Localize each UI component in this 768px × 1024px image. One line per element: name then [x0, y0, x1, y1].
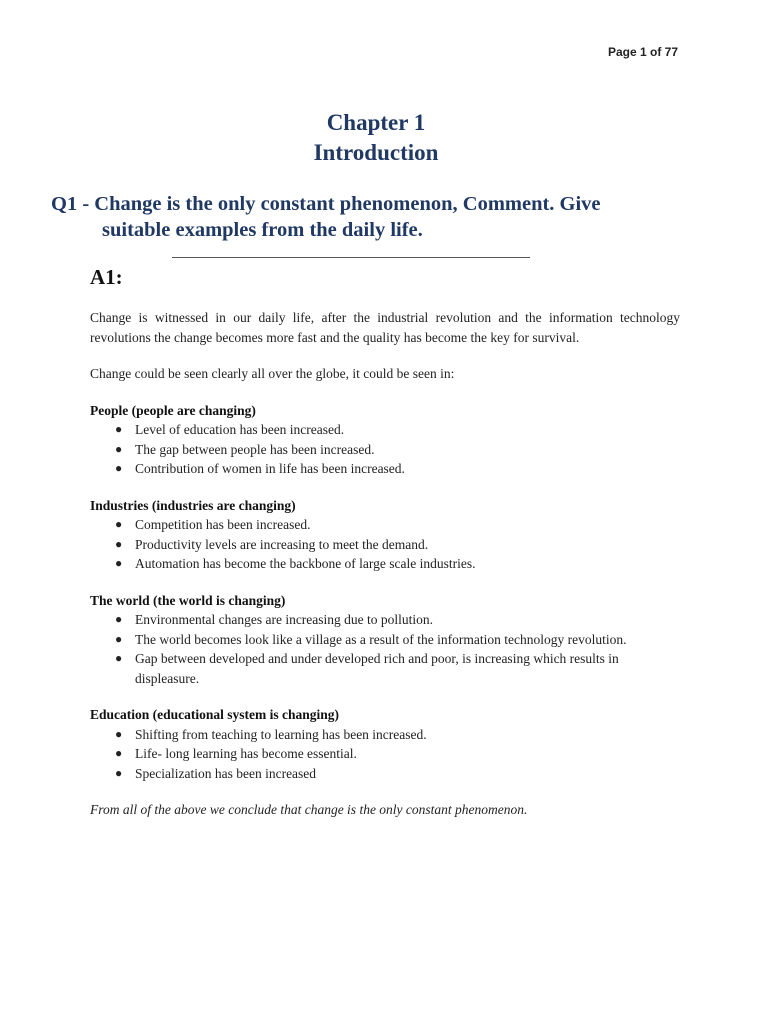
conclusion-paragraph: From all of the above we conclude that change is the only constant phenomenon.: [90, 802, 528, 817]
page-number: Page 1 of 77: [607, 45, 678, 59]
bullet-icon: ●: [115, 765, 123, 780]
bullet-icon: ●: [115, 517, 123, 531]
bullet-icon: ●: [115, 536, 123, 551]
list-item: ● Level of education has been increased.: [90, 420, 680, 440]
section-title-world: The world (the world is changing): [90, 592, 286, 608]
list-item: ● Life- long learning has become essential.: [90, 744, 680, 764]
lead-paragraph: Change could be seen clearly all over the globe, it could be seen in:: [90, 366, 455, 381]
bullet-icon: ●: [115, 441, 123, 456]
list-item: ● Environmental changes are increasing due to pollution.: [90, 610, 680, 630]
bullet-icon: ●: [115, 746, 123, 760]
bullet-list-education: [90, 725, 680, 784]
bullet-icon: ●: [115, 612, 123, 626]
list-item: ● Gap between developed and under developed rich and poor, is increasing which results in displeasure.: [115, 651, 619, 686]
bullet-icon: ●: [115, 651, 123, 665]
chapter-heading: [0, 108, 752, 168]
bullet-list-people: [90, 420, 680, 479]
chapter-title: Introduction: [313, 140, 439, 165]
answer-label: A1:: [90, 265, 123, 289]
list-item: ● The gap between people has been increased.: [90, 440, 680, 460]
answer-body: [90, 308, 680, 820]
list-item: ● Shifting from teaching to learning has been increased.: [90, 725, 680, 745]
bullet-icon: ●: [115, 726, 123, 741]
bullet-icon: ●: [115, 631, 123, 646]
list-item: ● The world becomes look like a village as a result of the information technology revolution.: [90, 630, 680, 650]
section-title-industries: Industries (industries are changing): [90, 497, 296, 513]
question-line-2: suitable examples from the daily life.: [102, 219, 423, 241]
divider-line: [172, 257, 530, 258]
bullet-list-world: [90, 610, 680, 688]
bullet-icon: ●: [115, 556, 123, 570]
question-heading: [51, 191, 711, 243]
section-title-people: People (people are changing): [90, 402, 256, 418]
bullet-icon: ●: [115, 461, 123, 475]
chapter-number: Chapter 1: [326, 110, 426, 135]
list-item: ● Contribution of women in life has been increased.: [90, 459, 680, 479]
list-item: ● Competition has been increased.: [90, 515, 680, 535]
list-item: ● Automation has become the backbone of large scale industries.: [90, 554, 680, 574]
list-item: ● Specialization has been increased: [90, 764, 680, 784]
bullet-icon: ●: [115, 422, 123, 436]
section-title-education: Education (educational system is changing): [90, 707, 340, 722]
question-line-1: Q1 - Change is the only constant phenomenon, Comment. Give: [51, 193, 601, 215]
bullet-list-industries: [90, 515, 680, 574]
list-item: ● Productivity levels are increasing to meet the demand.: [90, 535, 680, 555]
intro-paragraph: Change is witnessed in our daily life, after the industrial revolution and the information technology revolutions the change becomes more fast and the quality has become the key for survival.: [90, 310, 680, 345]
